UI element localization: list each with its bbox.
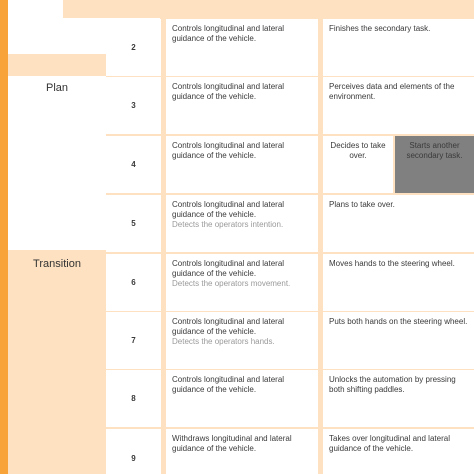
vehicle-action-text: Withdraws longitudinal and lateral guidance of the vehicle. [172, 434, 292, 453]
step-number: 2 [106, 19, 161, 76]
vehicle-action-note: Detects the operators movement. [172, 279, 291, 288]
vehicle-action-note: Detects the operators intention. [172, 220, 284, 229]
table-row [8, 429, 474, 474]
step-number: 9 [106, 429, 161, 474]
step-number: 8 [106, 370, 161, 427]
number-cell [8, 0, 63, 18]
vehicle-action [166, 370, 318, 427]
operator-action: Puts both hands on the steering wheel. [323, 312, 474, 369]
step-number: 7 [106, 312, 161, 369]
vehicle-action [166, 195, 318, 252]
vehicle-action [166, 254, 318, 311]
table-row [8, 136, 474, 193]
step-number: 5 [106, 195, 161, 252]
vehicle-action [166, 429, 318, 474]
vehicle-action-text: Controls longitudinal and lateral guidance of the vehicle. [172, 200, 285, 219]
table-row [8, 370, 474, 427]
operator-alternative-action: Starts another secondary task. [395, 136, 474, 193]
vehicle-action-text: Controls longitudinal and lateral guidance of the vehicle. [172, 141, 285, 160]
vehicle-action [166, 19, 318, 76]
vehicle-action-text: Controls longitudinal and lateral guidance of the vehicle. [172, 24, 285, 43]
vehicle-action-text: Controls longitudinal and lateral guidance of the vehicle. [172, 375, 285, 394]
operator-action: Decides to take over. [323, 136, 393, 193]
procedure-table [8, 0, 474, 474]
vehicle-action [166, 136, 318, 193]
operator-action: Moves hands to the steering wheel. [323, 254, 474, 311]
step-number: 4 [106, 136, 161, 193]
phase-label-plan: Plan [45, 82, 69, 94]
top-partial-row [8, 0, 474, 18]
table-row [8, 254, 474, 311]
phase-label-transition: Transition [33, 258, 81, 270]
vehicle-action-note: Detects the operators hands. [172, 337, 275, 346]
operator-action: Unlocks the automation by pressing both shifting paddles. [323, 370, 474, 427]
operator-action: Takes over longitudinal and lateral guidance of the vehicle. [323, 429, 474, 474]
table-row [8, 77, 474, 134]
table-row [8, 312, 474, 369]
vehicle-action-text: Controls longitudinal and lateral guidance of the vehicle. [172, 82, 285, 101]
vehicle-action [166, 77, 318, 134]
table-row [8, 19, 474, 76]
operator-action: Plans to take over. [323, 195, 474, 252]
vehicle-action-text: Controls longitudinal and lateral guidance of the vehicle. [172, 259, 285, 278]
table-row [8, 195, 474, 252]
step-number: 6 [106, 254, 161, 311]
operator-action: Finishes the secondary task. [323, 19, 474, 76]
vehicle-action [166, 312, 318, 369]
step-number: 3 [106, 77, 161, 134]
operator-action: Perceives data and elements of the environment. [323, 77, 474, 134]
vehicle-action-text: Controls longitudinal and lateral guidance of the vehicle. [172, 317, 285, 336]
